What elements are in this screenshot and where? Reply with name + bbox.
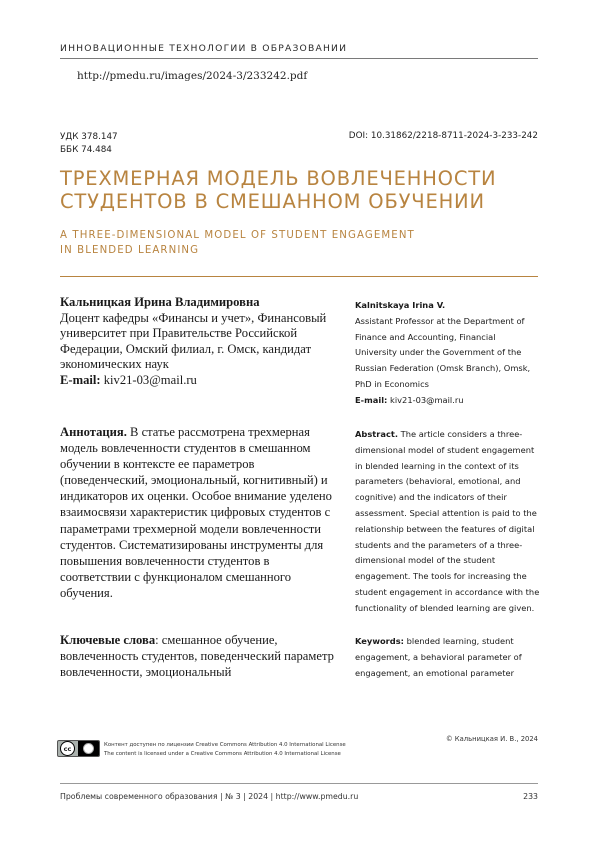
abstract-russian <box>60 424 335 601</box>
keywords-english <box>355 634 540 681</box>
person-icon <box>83 743 94 754</box>
header-divider <box>60 58 538 59</box>
keywords-text-ru: : смешанное обучение, вовлеченность студентов, поведенческий параметр вовлеченности, эмоциональный <box>60 633 334 680</box>
footer-divider <box>60 783 538 784</box>
email-label-en: E-mail: <box>355 394 388 405</box>
abstract-label-ru: Аннотация. <box>60 425 127 439</box>
classification-codes <box>60 131 118 157</box>
keywords-label-ru: Ключевые слова <box>60 633 156 647</box>
abstract-english <box>355 427 540 617</box>
udk-code: УДК 378.147 <box>60 132 118 142</box>
license-line-ru: Контент доступен по лицензии Creative Commons Attribution 4.0 International License <box>104 742 346 748</box>
cc-logo-icon: cc <box>60 741 75 756</box>
title-ru-line-1: ТРЕХМЕРНАЯ МОДЕЛЬ ВОВЛЕЧЕННОСТИ <box>60 167 497 190</box>
attribution-icon <box>78 741 99 756</box>
title-en-line-1: A THREE-DIMENSIONAL MODEL OF STUDENT ENGAGEMENT <box>60 230 415 241</box>
author-email-row-ru <box>60 373 335 389</box>
keywords-russian <box>60 632 335 680</box>
title-english <box>60 229 540 258</box>
title-russian <box>60 167 540 213</box>
title-en-line-2: IN BLENDED LEARNING <box>60 244 200 256</box>
author-email-row-en <box>355 393 540 409</box>
footer-journal-info: Проблемы современного образования | № 3 | 2024 | http://www.pmedu.ru <box>60 792 359 801</box>
title-divider <box>60 276 538 277</box>
keywords-text-en: blended learning, student engagement, a behavioral parameter of engagement, an emotional parameter <box>355 636 522 678</box>
license-text <box>104 741 346 758</box>
author-info-english <box>355 298 540 409</box>
title-ru-line-2: СТУДЕНТОВ В СМЕШАННОМ ОБУЧЕНИИ <box>60 190 485 213</box>
author-email-en[interactable]: kiv21-03@mail.ru <box>390 394 464 405</box>
author-name-en: Kalnitskaya Irina V. <box>355 300 446 310</box>
keywords-label-en: Keywords: <box>355 636 404 646</box>
page-number: 233 <box>523 792 538 801</box>
author-affiliation-ru: Доцент кафедры «Финансы и учет», Финансовый университет при Правительстве Российской Федерации, Омский филиал, г. Омск, кандидат экономических наук <box>60 310 327 371</box>
article-url-link[interactable]: http://pmedu.ru/images/2024-3/233242.pdf <box>77 70 308 82</box>
author-email-ru[interactable]: kiv21-03@mail.ru <box>103 372 197 387</box>
doi-link[interactable]: DOI: 10.31862/2218-8711-2024-3-233-242 <box>348 131 538 141</box>
license-line-en: The content is licensed under a Creative Commons Attribution 4.0 International License <box>104 750 341 757</box>
bbk-code: ББК 74.484 <box>60 145 112 155</box>
author-name-ru: Кальницкая Ирина Владимировна <box>60 295 260 309</box>
creative-commons-badge[interactable] <box>57 740 100 757</box>
abstract-label-en: Abstract. <box>355 429 398 439</box>
copyright-notice: © Кальницкая И. В., 2024 <box>445 735 538 743</box>
journal-section-header: ИННОВАЦИОННЫЕ ТЕХНОЛОГИИ В ОБРАЗОВАНИИ <box>60 43 348 54</box>
abstract-text-en: The article considers a three-dimensional model of student engagement in blended learning in the context of its parameters (behavioral, emotional, and cognitive) and the indicators of their assessment. Special attention is paid to the relationship between the features of digital students and the parameters of a three-dimensional model of the student engagement. The tools for increasing the student engagement in accordance with the functionality of blended learning are given. <box>355 429 540 613</box>
abstract-text-ru: В статье рассмотрена трехмерная модель вовлеченности студентов в смешанном обучении в контексте ее параметров (поведенческий, эмоциональный, когнитивный) и индикаторов их оценки. Особое внимание уделено взаимосвязи характеристик цифровых студентов с параметрами трехмерной модели вовлеченности студентов. Систематизированы инструменты для повышения вовлеченности студентов в соответствии с функционалом смешанного обучения. <box>60 425 332 600</box>
author-affiliation-en: Assistant Professor at the Department of Finance and Accounting, Financial University under the Government of the Russian Federation (Omsk Branch), Omsk, PhD in Economics <box>355 315 531 389</box>
email-label-ru: E-mail: <box>60 372 101 387</box>
author-info-russian <box>60 295 335 388</box>
